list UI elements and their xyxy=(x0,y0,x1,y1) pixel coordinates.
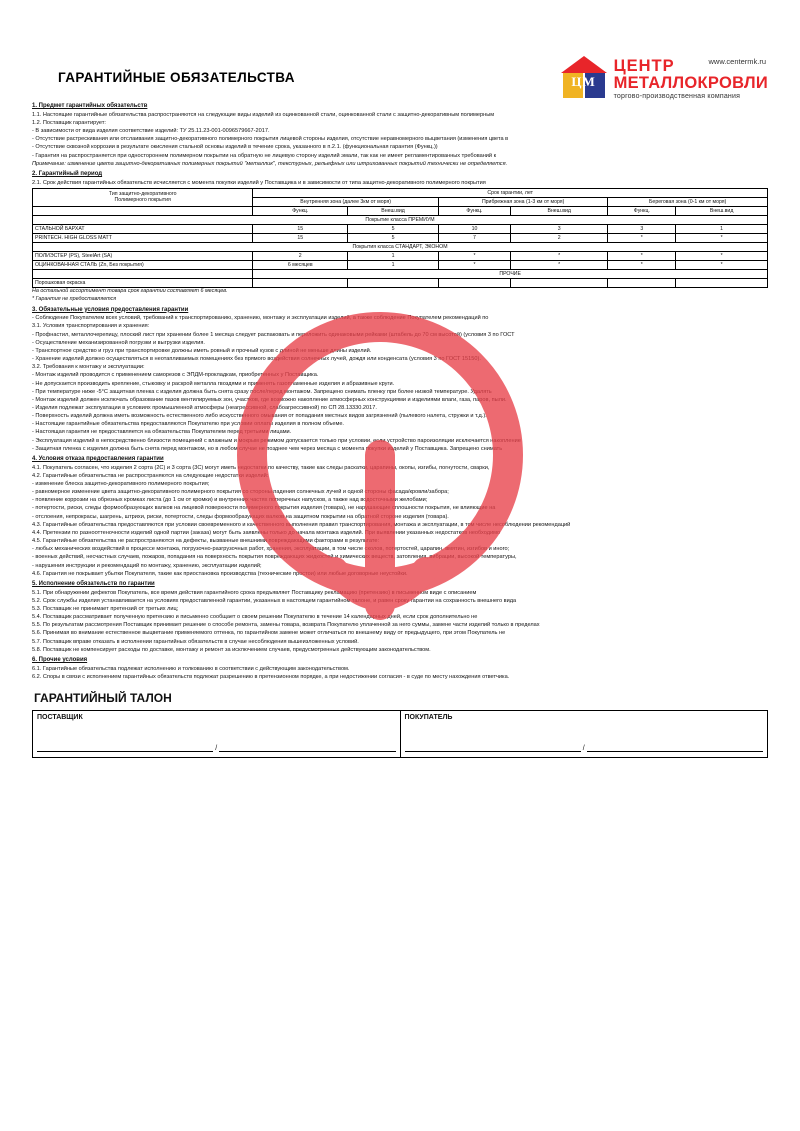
warranty-terms-table xyxy=(32,188,768,288)
row-name: PRINTECH. HIGH GLOSS MATT xyxy=(33,233,253,242)
row-cell: * xyxy=(608,251,676,260)
section-3-line: - Защитная пленка с изделия должна быть снята перед монтажом, но в любом случае не позднее чем через месяца с момента покупки изделий у Поставщика. Запрещено снимать xyxy=(32,445,503,452)
subhdr-look: Внеш.вид xyxy=(510,206,607,215)
section-4-line: 4.6. Гарантия не покрывает убытки Покупателя, такие как приостановка производства (технические простои) или любые договорные неустойки. xyxy=(32,570,408,577)
section-5-line: 5.5. По результатам рассмотрения Поставщик принимает решение о способе ремонта, замены товара, возврата Покупателю уплаченной за него суммы, замене части изделий только в пределах xyxy=(32,622,540,629)
section-1-title: 1. Предмет гарантийных обязательств xyxy=(32,103,148,109)
row-cell xyxy=(676,278,768,287)
warranty-coupon-title: ГАРАНТИЙНЫЙ ТАЛОН xyxy=(34,690,172,705)
coupon-buyer-block xyxy=(400,711,768,757)
section-3-line: 3.1. Условия транспортирования и хранения: xyxy=(32,323,150,330)
buyer-label: ПОКУПАТЕЛЬ xyxy=(404,714,453,722)
section-1-line: - Гарантия на распространяется при одностороннем полимерном покрытии на обратную не лицевую сторону изделий эмали, так как не имеет регламентированных требований к xyxy=(32,152,497,159)
section-4-line: - равномерное изменение цвета защитно-декоративного полимерного покрытия со стороны падения солнечных лучей и одной стороны фасада/кровли/забора; xyxy=(32,489,449,496)
supplier-signature-lines[interactable] xyxy=(37,746,396,752)
supplier-label: ПОСТАВЩИК xyxy=(37,714,83,722)
logo-line-1: ЦЕНТР xyxy=(613,56,675,75)
row-cell: 1 xyxy=(676,224,768,233)
section-5-line: 5.6. Принимая во внимание естественное выцветание применяемого оттенка, по гарантийном замене может отличаться по внешнему виду от предыдущего, при этом Покупатель не xyxy=(32,630,506,637)
row-cell xyxy=(608,278,676,287)
row-cell: 6 месяцев xyxy=(253,260,348,269)
row-cell: 1 xyxy=(348,251,439,260)
document-sheet xyxy=(28,28,772,788)
section-1-line: 1.1. Настоящие гарантийные обязательства распространяются на следующие виды изделий из оцинкованной стали, оцинкованной стали с защитно-декоративным полимерным xyxy=(32,111,495,118)
logo-line-2: МЕТАЛЛОКРОВЛИ xyxy=(613,73,768,92)
row-cell xyxy=(510,278,607,287)
section-4-line: - любых механических воздействий в процессе монтажа, погрузочно-разгрузочных работ, хранения, эксплуатации, в том числе сколов, потертостей, царапин, вмятин, изгибов и иного; xyxy=(32,546,510,553)
row-cell: 3 xyxy=(608,224,676,233)
subhdr-func: Функц. xyxy=(438,206,510,215)
company-logo xyxy=(561,56,768,102)
subhdr-look: Внеш.вид xyxy=(348,206,439,215)
logo-wordmark xyxy=(614,58,768,101)
zone-inner: Внутренняя зона (далее 3км от моря) xyxy=(253,197,439,206)
col-header-type-line2: Полимерного покрытия xyxy=(114,197,171,204)
table-footnote-1: На остальной ассортимент товара срок гарантии составляет 6 месяцев. xyxy=(32,287,228,294)
row-name: СТАЛЬНОЙ БАРХАТ xyxy=(33,224,253,233)
section-3-title: 3. Обязательные условия предоставления гарантии xyxy=(32,306,189,313)
section-5-line: 5.4. Поставщик рассматривает полученную претензию и письменно сообщает о своем решении Покупателю в течение 14 календарных дней, если срок дополнительно не xyxy=(32,614,478,621)
section-4-line: 4.3. Гарантийные обязательства предоставляются при условии своевременного и качественного выполнения правил транспортирования, монтажа и эксплуатации, в том числе несоблюдении рекомендаций xyxy=(32,521,571,528)
band-label: Покрытия класса СТАНДАРТ, ЭКОНОМ xyxy=(33,242,768,251)
table-row xyxy=(33,224,768,233)
row-cell: 2 xyxy=(510,233,607,242)
row-cell: 5 xyxy=(348,224,439,233)
subhdr-blank xyxy=(33,206,253,215)
logo-icon xyxy=(561,56,607,102)
table-band-premium xyxy=(33,215,768,224)
row-cell: 15 xyxy=(253,224,348,233)
section-4-line: - появление коррозии на обрезных кромках листа (до 1 см от кромки) и внутренних частях поперечных напусков, а также над водосточными желобами; xyxy=(32,497,428,504)
page-title: ГАРАНТИЙНЫЕ ОБЯЗАТЕЛЬСТВА xyxy=(58,70,295,85)
table-row xyxy=(33,260,768,269)
row-cell: 7 xyxy=(438,233,510,242)
table-header-row xyxy=(33,188,768,197)
section-4-line: 4.2. Гарантийные обязательства не распространяются на следующие недостатки изделий: xyxy=(32,472,269,479)
subhdr-func: Функц. xyxy=(608,206,676,215)
section-3-line: - Транспортное средство и груз при транспортировке должны иметь ровный и прочный кузов с длиной не меньше длины изделий. xyxy=(32,347,372,354)
section-4-line: 4.5. Гарантийные обязательства не распространяются на дефекты, вызванные внешними повреждающими факторами в результате: xyxy=(32,538,380,545)
section-3-line: - Профнастил, металлочерепицу, плоский лист при хранении более 1 месяца следует распаковать и переложить одинаковыми рейками (штабель до 70 см высотой) (условия 3 по ГОСТ xyxy=(32,331,515,338)
section-5-line: 5.2. Срок службы изделия устанавливается на условиях предоставленной гарантии, указанных в настоящем гарантийном талоне, и равен сроку гарантии на сохранность внешнего вида xyxy=(32,597,517,604)
row-cell: * xyxy=(438,260,510,269)
row-cell xyxy=(348,278,439,287)
section-3-line: - Осуществление механизированной погрузки и выгрузки изделия. xyxy=(32,339,205,346)
section-3-line: - Монтаж изделий должен исключать образование пазов вентилируемых зон, участков, где возможно накопление атмосферных конструкциями и изделиями влаги, газа, паров, пыли. xyxy=(32,396,507,403)
section-4-line: 4.4. Претензии по разнооттеночности изделий одной партии (заказа) могут быть заявлены только до начала монтажа изделий. При выявлении указанных недостатков необходимо xyxy=(32,529,501,536)
table-band-standart xyxy=(33,242,768,251)
row-cell: * xyxy=(676,251,768,260)
section-3-line: - Поверхность изделий должна иметь возможность естественного либо искусственного омывания от попадания местных видов загрязнений (пылевого налета, стружки и т.д.). xyxy=(32,413,487,420)
section-3-line: - Монтаж изделий проводится с применением саморезов с ЭПДМ-прокладкам, приобретенных у Поставщика. xyxy=(32,372,319,379)
table-row xyxy=(33,233,768,242)
section-6-title: 6. Прочие условия xyxy=(32,656,88,663)
section-6-line: 6.1. Гарантийные обязательства подлежат исполнению и толкованию в соответствии с действующим законодательством. xyxy=(32,665,350,672)
section-3-line: - При температуре ниже -5°С защитная пленка с изделия должна быть снята сразу после/перед монтажом. Запрещено снимать пленку при более низкой температуре. Удалять xyxy=(32,388,492,395)
row-cell: * xyxy=(438,251,510,260)
section-2-line: 2.1. Срок действия гарантийных обязательств исчисляется с момента покупки изделий у Поставщика и в зависимости от типа защитно-декоративного полимерного покрытия xyxy=(32,179,486,186)
row-name: ОЦИНКОВАННАЯ СТАЛЬ (Zn, Без покрытия) xyxy=(33,260,253,269)
row-name: ПОЛИЭСТЕР (PS), SteelArt (SA) xyxy=(33,251,253,260)
subhdr-look: Внеш.вид xyxy=(676,206,768,215)
section-1-note: Примечание: изменение цвета защитно-декоративных полимерных покрытий "металлик", текстурных, рельефных или штрихованных покрытий технически не определяется. xyxy=(32,160,508,167)
section-5-line: 5.7. Поставщик вправе отказать в исполнении гарантийных обязательств в случае несоблюдения вышеизложенных условий. xyxy=(32,638,359,645)
row-cell: 3 xyxy=(510,224,607,233)
row-cell: 2 xyxy=(253,251,348,260)
band-label: Покрытие класса ПРЕМИУМ xyxy=(33,215,768,224)
table-row xyxy=(33,251,768,260)
row-cell: * xyxy=(510,251,607,260)
col-header-type xyxy=(33,188,253,206)
table-row xyxy=(33,278,768,287)
warranty-coupon xyxy=(32,710,768,758)
section-3-line: 3.2. Требования к монтажу и эксплуатации: xyxy=(32,364,145,371)
logo-line-3: торгово-производственная компания xyxy=(613,93,741,101)
row-cell: 5 xyxy=(348,233,439,242)
section-1-line: - Отсутствие растрескивания или отслаивания защитно-декоративного полимерного покрытия лицевой стороны изделия, отсутствие неравномерного выцветания (изменения цвета в xyxy=(32,136,509,143)
row-cell: * xyxy=(510,260,607,269)
section-5-title: 5. Исполнение обязательств по гарантии xyxy=(32,580,155,587)
row-cell: 15 xyxy=(253,233,348,242)
row-cell: * xyxy=(676,233,768,242)
section-3-line: - Хранение изделий должно осуществляться в неотапливаемых помещениях без прямого воздействия солнечных лучей, дождя или конденсата (условия 3 по ГОСТ 15150). xyxy=(32,356,481,363)
row-cell xyxy=(253,278,348,287)
section-3-line: - Соблюдение Покупателем всех условий, требований к транспортированию, хранению, монтажу и эксплуатации изделий, а также соблюдение Покупателем рекомендаций по xyxy=(32,315,489,322)
section-4-line: - нарушения инструкции и рекомендаций по монтажу, хранению, эксплуатации изделий; xyxy=(32,562,262,569)
company-website: www.centermk.ru xyxy=(708,57,766,66)
section-5-line: 5.1. При обнаружении дефектов Покупатель, все время действия гарантийного срока предъявляет Поставщику рекламацию (претензию) в письменном виде с описанием xyxy=(32,589,477,596)
row-cell xyxy=(438,278,510,287)
section-5-line: 5.8. Поставщик не компенсирует расходы по доставке, монтажу и ремонт за исключением случаев, предусмотренных действующим законодательством. xyxy=(32,646,431,653)
buyer-signature-lines[interactable] xyxy=(405,746,764,752)
section-4-line: 4.1. Покупатель согласен, что изделия 2 сорта (2С) и 3 сорта (3С) могут иметь недостатки по качеству, такие как следы раскатки, царапины, окопы, изгибы, погнутости, сварки, xyxy=(32,464,490,471)
col-header-term: Срок гарантии, лет xyxy=(253,188,768,197)
section-1-line: - В зависимости от вида изделия соответствие изделий: ТУ 25.11.23-001-0096579667-2017. xyxy=(32,128,270,135)
section-3-line: - Эксплуатация изделий в непосредственно близости помещений с влажным и мокрым режимом допускается только при условии, если устройство пароизоляции исключается накопление xyxy=(32,437,521,444)
logo-monogram: ЦМ xyxy=(571,74,596,89)
band-blank xyxy=(33,269,253,278)
row-cell: 1 xyxy=(348,260,439,269)
row-cell: * xyxy=(608,233,676,242)
section-4-line: - отслоения, непрокрасы, шагрень, штрихи, риски, потертости, следы формообразующих валков на защитном покрытии на обратной стороне изделия (товара). xyxy=(32,513,449,520)
section-1-line: - Отсутствие сквозной коррозии в результате окисления стальной основы изделий в течение срока, указанного в п.2.1. (функциональная гарантия (Функц.)) xyxy=(32,144,438,151)
section-5-line: 5.3. Поставщик не принимает претензий от третьих лиц; xyxy=(32,605,179,612)
section-4-title: 4. Условия отказа предоставления гарантии xyxy=(32,455,164,462)
document-header xyxy=(28,28,772,100)
zone-coastal: Прибрежная зона (1-3 км от моря) xyxy=(438,197,607,206)
row-cell: * xyxy=(608,260,676,269)
col-header-type-line1: Тип защитно-декоративного xyxy=(108,190,177,197)
section-3-line: - Изделия подлежат эксплуатации в условиях промышленной атмосферы (неагрессивной, слабоагрессивной) по СП 28.13330.2017. xyxy=(32,405,377,411)
section-3-line: - Настоящая гарантия не предоставляется на обязательства Покупателем перед третьими лицами. xyxy=(32,429,292,436)
table-band-other xyxy=(33,269,768,278)
band-label: ПРОЧИЕ xyxy=(253,269,768,278)
document-body xyxy=(28,102,772,758)
row-name: Порошковая окраска xyxy=(33,278,253,287)
section-4-line: - изменение блеска защитно-декоративного полимерного покрытия; xyxy=(32,481,210,487)
table-footnote-2: * Гарантия не предоставляется xyxy=(32,295,117,302)
subhdr-func: Функц. xyxy=(253,206,348,215)
section-3-line: - Настоящие гарантийные обязательства предоставляются Покупателю при условии оплаты изделия в полном объеме. xyxy=(32,421,344,428)
section-6-line: 6.2. Споры в связи с исполнением гарантийных обязательств подлежат разрешению в претензионном порядке, а при недостижении согласия - в суде по месту нахождения ответчика. xyxy=(32,673,510,680)
coupon-supplier-block xyxy=(33,711,400,757)
slash-1: / xyxy=(215,745,218,753)
slash-2: / xyxy=(582,745,585,753)
section-4-line: - военных действий, несчастных случаев, пожаров, попадания на поверхность покрытия повреждающих жидкостей и химических веществ, затопления, вибрации, высокой температуры, xyxy=(32,554,517,561)
section-4-line: - потертости, риски, следы формообразующих валков на лицевой поверхности полимерного покрытия изделия (товара), не нарушающие сплошности покрытия, не влияющие на xyxy=(32,505,496,512)
row-cell: * xyxy=(676,260,768,269)
section-2-title: 2. Гарантийный период xyxy=(32,170,103,177)
zone-shore: Береговая зона (0-1 км от моря) xyxy=(608,197,768,206)
row-cell: 10 xyxy=(438,224,510,233)
section-3-line: - Не допускается производить крепление, стыковку и раскрой металла гвоздями и применять газопламенные изделия и абразивные круги. xyxy=(32,380,395,387)
table-subheader-row xyxy=(33,206,768,215)
section-1-line: 1.2. Поставщик гарантирует: xyxy=(32,119,106,126)
